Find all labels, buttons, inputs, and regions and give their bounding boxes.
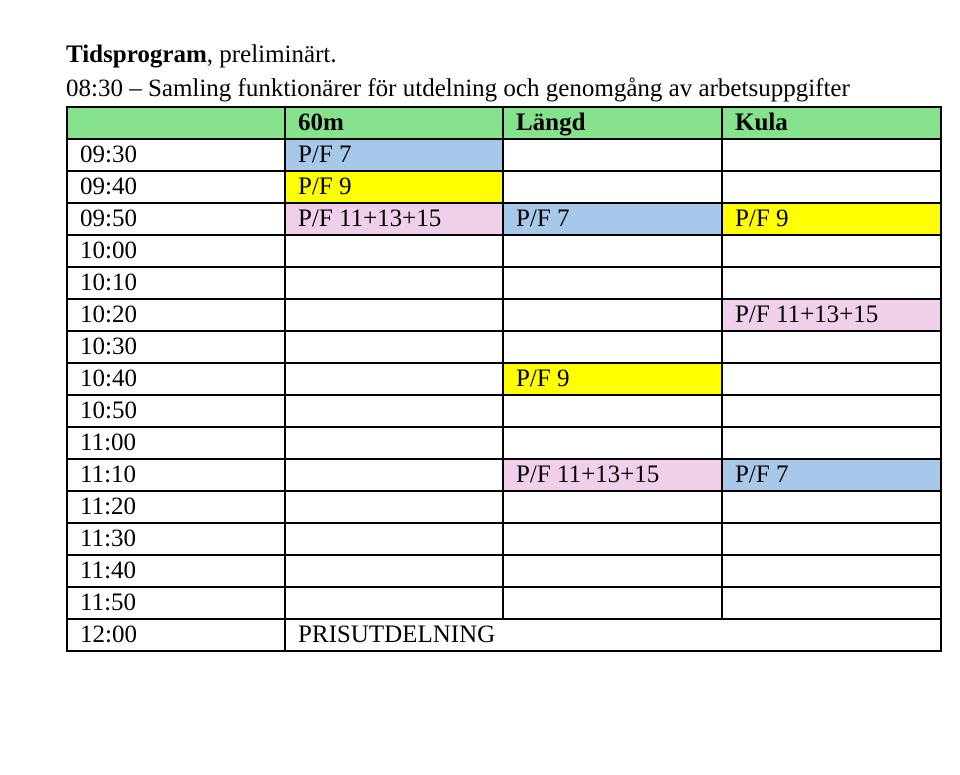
cell-kula: P/F 7 bbox=[722, 459, 941, 491]
title-bold: Tidsprogram bbox=[66, 41, 207, 68]
table-row bbox=[67, 299, 941, 331]
cell-langd bbox=[503, 299, 722, 331]
header-row bbox=[67, 107, 941, 139]
cell-60m bbox=[285, 299, 503, 331]
table-row bbox=[67, 235, 941, 267]
cell-60m bbox=[285, 523, 503, 555]
cell-kula bbox=[722, 523, 941, 555]
table-row bbox=[67, 267, 941, 299]
table-row bbox=[67, 555, 941, 587]
time-cell: 10:30 bbox=[67, 331, 285, 363]
cell-kula bbox=[722, 139, 941, 171]
cell-kula bbox=[722, 331, 941, 363]
title-rest: , preliminärt. bbox=[206, 41, 337, 68]
table-row bbox=[67, 139, 941, 171]
header-time bbox=[67, 107, 285, 139]
time-cell: 11:30 bbox=[67, 523, 285, 555]
time-cell: 10:00 bbox=[67, 235, 285, 267]
time-cell: 11:10 bbox=[67, 459, 285, 491]
time-cell: 10:10 bbox=[67, 267, 285, 299]
cell-60m bbox=[285, 587, 503, 619]
table-row bbox=[67, 587, 941, 619]
table-row bbox=[67, 523, 941, 555]
table-row bbox=[67, 427, 941, 459]
cell-kula bbox=[722, 267, 941, 299]
cell-60m bbox=[285, 267, 503, 299]
cell-kula bbox=[722, 235, 941, 267]
cell-langd: P/F 7 bbox=[503, 203, 722, 235]
cell-langd bbox=[503, 331, 722, 363]
cell-langd bbox=[503, 587, 722, 619]
cell-langd bbox=[503, 555, 722, 587]
cell-60m bbox=[285, 555, 503, 587]
time-cell: 09:50 bbox=[67, 203, 285, 235]
cell-langd bbox=[503, 427, 722, 459]
cell-kula: P/F 11+13+15 bbox=[722, 299, 941, 331]
time-cell: 11:50 bbox=[67, 587, 285, 619]
cell-60m bbox=[285, 235, 503, 267]
cell-60m bbox=[285, 331, 503, 363]
cell-60m: P/F 11+13+15 bbox=[285, 203, 503, 235]
cell-langd: P/F 11+13+15 bbox=[503, 459, 722, 491]
table-row bbox=[67, 203, 941, 235]
cell-60m bbox=[285, 363, 503, 395]
cell-60m bbox=[285, 459, 503, 491]
intro-line: 08:30 – Samling funktionärer för utdelning och genomgång av arbetsuppgifter bbox=[66, 75, 850, 102]
table-row bbox=[67, 331, 941, 363]
header-kula: Kula bbox=[722, 107, 941, 139]
time-cell: 10:20 bbox=[67, 299, 285, 331]
time-cell: 09:30 bbox=[67, 139, 285, 171]
cell-kula bbox=[722, 171, 941, 203]
cell-langd bbox=[503, 139, 722, 171]
header-langd: Längd bbox=[503, 107, 722, 139]
cell-kula bbox=[722, 555, 941, 587]
cell-kula bbox=[722, 587, 941, 619]
time-cell: 10:40 bbox=[67, 363, 285, 395]
schedule-table bbox=[66, 106, 942, 652]
cell-60m bbox=[285, 427, 503, 459]
final-row bbox=[67, 619, 941, 651]
cell-langd bbox=[503, 235, 722, 267]
cell-60m bbox=[285, 491, 503, 523]
time-cell: 10:50 bbox=[67, 395, 285, 427]
header-60m: 60m bbox=[285, 107, 503, 139]
table-row bbox=[67, 459, 941, 491]
cell-60m: P/F 7 bbox=[285, 139, 503, 171]
page-title bbox=[66, 40, 337, 70]
table-row bbox=[67, 363, 941, 395]
cell-kula bbox=[722, 491, 941, 523]
table-row bbox=[67, 171, 941, 203]
prize-ceremony-cell: PRISUTDELNING bbox=[285, 619, 941, 651]
cell-langd bbox=[503, 523, 722, 555]
cell-kula bbox=[722, 427, 941, 459]
time-cell: 11:40 bbox=[67, 555, 285, 587]
time-cell: 12:00 bbox=[67, 619, 285, 651]
table-row bbox=[67, 491, 941, 523]
time-cell: 09:40 bbox=[67, 171, 285, 203]
cell-60m bbox=[285, 395, 503, 427]
time-cell: 11:00 bbox=[67, 427, 285, 459]
time-cell: 11:20 bbox=[67, 491, 285, 523]
cell-langd bbox=[503, 267, 722, 299]
cell-60m: P/F 9 bbox=[285, 171, 503, 203]
cell-langd bbox=[503, 171, 722, 203]
cell-kula bbox=[722, 395, 941, 427]
table-row bbox=[67, 395, 941, 427]
cell-kula bbox=[722, 363, 941, 395]
cell-langd bbox=[503, 395, 722, 427]
cell-kula: P/F 9 bbox=[722, 203, 941, 235]
cell-langd bbox=[503, 491, 722, 523]
cell-langd: P/F 9 bbox=[503, 363, 722, 395]
